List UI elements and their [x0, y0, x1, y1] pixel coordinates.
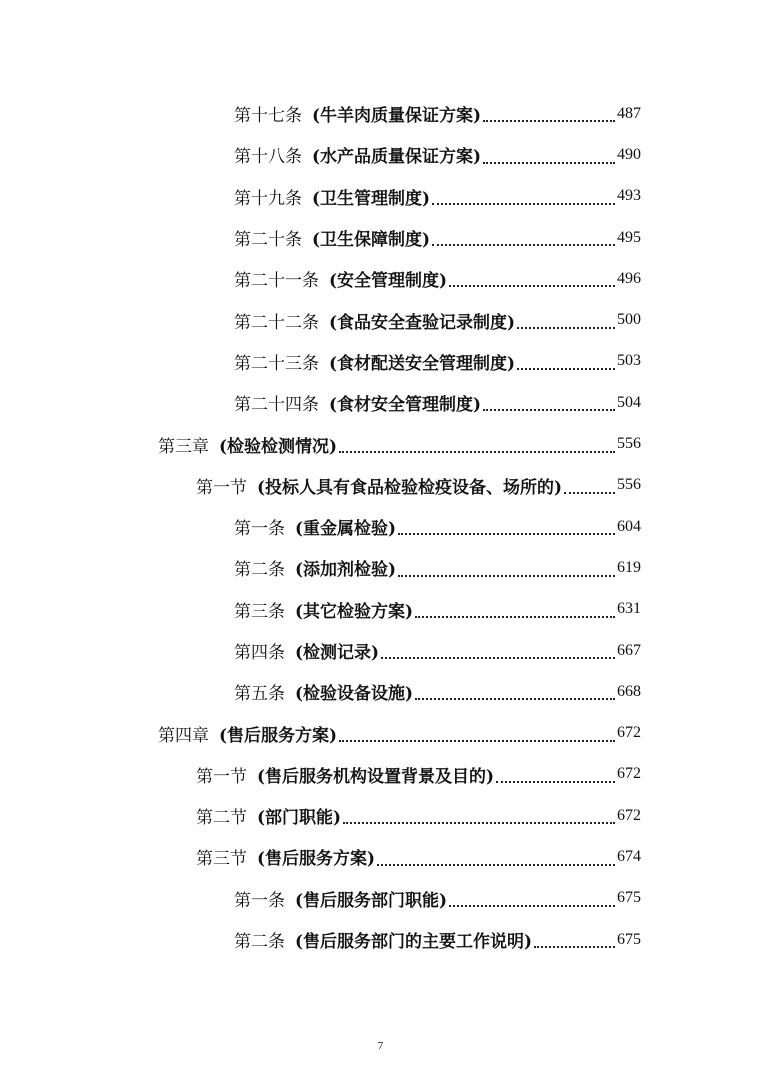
- toc-entry[interactable]: [0, 93, 761, 134]
- toc-entry-title: (食品安全查验记录制度): [329, 312, 516, 333]
- toc-entry[interactable]: [0, 589, 761, 630]
- toc-entry-page: 556: [617, 476, 641, 494]
- toc-entry-page: 500: [617, 311, 641, 329]
- dot-leader: [496, 780, 615, 783]
- toc-entry-number: 第二节: [196, 808, 247, 829]
- dot-leader: [377, 863, 615, 866]
- toc-entry-number: 第二十四条: [234, 395, 319, 416]
- toc-entry-page: 675: [617, 930, 641, 948]
- toc-entry[interactable]: [0, 258, 761, 299]
- dot-leader: [449, 904, 615, 907]
- toc-entry-number: 第一节: [196, 477, 247, 498]
- toc-entry-number: 第三节: [196, 849, 247, 870]
- toc-entry-number: 第十七条: [234, 106, 302, 127]
- toc-entry-page: 619: [617, 558, 641, 576]
- toc-entry-title: (售后服务方案): [219, 725, 338, 746]
- toc-section-entry[interactable]: [0, 795, 761, 836]
- toc-chapter-entry[interactable]: [0, 712, 761, 753]
- toc-entry-number: 第一节: [196, 766, 247, 787]
- toc-entry[interactable]: [0, 671, 761, 712]
- toc-entry-title: (水产品质量保证方案): [312, 147, 482, 168]
- dot-leader: [517, 326, 615, 329]
- dot-leader: [381, 656, 615, 659]
- dot-leader: [415, 697, 615, 700]
- toc-entry-title: (食材配送安全管理制度): [329, 353, 516, 374]
- toc-entry-page: 675: [617, 889, 641, 907]
- toc-entry-title: (售后服务机构设置背景及目的): [257, 766, 495, 787]
- toc-entry-number: 第二十一条: [234, 271, 319, 292]
- toc-entry-page: 672: [617, 765, 641, 783]
- toc-entry[interactable]: [0, 919, 761, 960]
- toc-entry-title: (牛羊肉质量保证方案): [312, 106, 482, 127]
- dot-leader: [432, 243, 615, 246]
- toc-entry-number: 第二十二条: [234, 312, 319, 333]
- toc-entry-number: 第二条: [234, 932, 285, 953]
- toc-entry-number: 第四章: [158, 725, 209, 746]
- toc-entry[interactable]: [0, 878, 761, 919]
- page-number-footer: 7: [377, 1040, 384, 1052]
- toc-entry-page: 556: [617, 435, 641, 453]
- toc-entry-number: 第三章: [158, 436, 209, 457]
- toc-entry-title: (检测记录): [295, 643, 380, 663]
- toc-entry-number: 第二十条: [234, 230, 302, 251]
- dot-leader: [415, 615, 615, 618]
- toc-entry[interactable]: [0, 217, 761, 258]
- toc-entry-title: (卫生保障制度): [312, 230, 431, 251]
- toc-section-entry[interactable]: [0, 754, 761, 795]
- dot-leader: [343, 821, 615, 824]
- dot-leader: [483, 408, 615, 411]
- toc-entry-number: 第十九条: [234, 188, 302, 209]
- toc-entry-title: (售后服务部门的主要工作说明): [295, 932, 533, 953]
- toc-entry[interactable]: [0, 134, 761, 175]
- toc-entry-number: 第三条: [234, 601, 285, 622]
- toc-entry-title: (投标人具有食品检验检疫设备、场所的): [257, 477, 563, 498]
- dot-leader: [339, 450, 615, 453]
- toc-entry-title: (售后服务方案): [257, 849, 376, 870]
- toc-entry-title: (重金属检验): [295, 519, 397, 540]
- toc-entry[interactable]: [0, 547, 761, 588]
- toc-entry-title: (安全管理制度): [329, 271, 448, 292]
- toc-entry-title: (卫生管理制度): [312, 188, 431, 209]
- toc-entry-page: 672: [617, 806, 641, 824]
- toc-entry-page: 495: [617, 228, 641, 246]
- toc-entry-number: 第四条: [234, 643, 285, 663]
- toc-entry[interactable]: [0, 382, 761, 423]
- toc-entry-page: 674: [617, 847, 641, 865]
- toc-entry-title: (检验设备设施): [295, 684, 414, 705]
- toc-entry-title: (食材安全管理制度): [329, 395, 482, 416]
- toc-entry-title: (部门职能): [257, 808, 342, 829]
- toc-entry-title: (添加剂检验): [295, 560, 397, 581]
- toc-entry-number: 第五条: [234, 684, 285, 705]
- toc-entry-number: 第十八条: [234, 147, 302, 168]
- toc-entry-number: 第二十三条: [234, 353, 319, 374]
- toc-entry-page: 503: [617, 352, 641, 370]
- toc-entry-page: 504: [617, 393, 641, 411]
- toc-section-entry[interactable]: [0, 836, 761, 877]
- toc-entry[interactable]: [0, 176, 761, 217]
- toc-entry[interactable]: [0, 506, 761, 547]
- toc-entry-page: 490: [617, 145, 641, 163]
- toc-entry-number: 第一条: [234, 519, 285, 540]
- dot-leader: [339, 739, 615, 742]
- dot-leader: [483, 119, 615, 122]
- toc-entry-number: 第一条: [234, 890, 285, 911]
- dot-leader: [564, 491, 615, 494]
- toc-entry-page: 496: [617, 269, 641, 287]
- dot-leader: [483, 161, 615, 164]
- dot-leader: [534, 945, 615, 948]
- toc-entry[interactable]: [0, 341, 761, 382]
- toc-entry-page: 493: [617, 187, 641, 205]
- toc-entry-title: (检验检测情况): [219, 436, 338, 457]
- toc-entry-title: (其它检验方案): [295, 601, 414, 622]
- toc-section-entry[interactable]: [0, 465, 761, 506]
- toc-entry[interactable]: [0, 630, 761, 671]
- toc-entry-page: 487: [617, 104, 641, 122]
- toc-entry-page: 604: [617, 517, 641, 535]
- toc-chapter-entry[interactable]: [0, 423, 761, 464]
- dot-leader: [449, 284, 615, 287]
- toc-entry-page: 672: [617, 724, 641, 742]
- dot-leader: [432, 202, 615, 205]
- toc-entry-number: 第二条: [234, 560, 285, 581]
- dot-leader: [398, 532, 615, 535]
- toc-entry-page: 631: [617, 600, 641, 618]
- dot-leader: [517, 367, 615, 370]
- toc-entry[interactable]: [0, 299, 761, 340]
- toc-entry-title: (售后服务部门职能): [295, 890, 448, 911]
- toc-entry-page: 668: [617, 682, 641, 700]
- dot-leader: [398, 574, 615, 577]
- table-of-contents: [0, 93, 761, 960]
- toc-entry-page: 667: [617, 641, 641, 659]
